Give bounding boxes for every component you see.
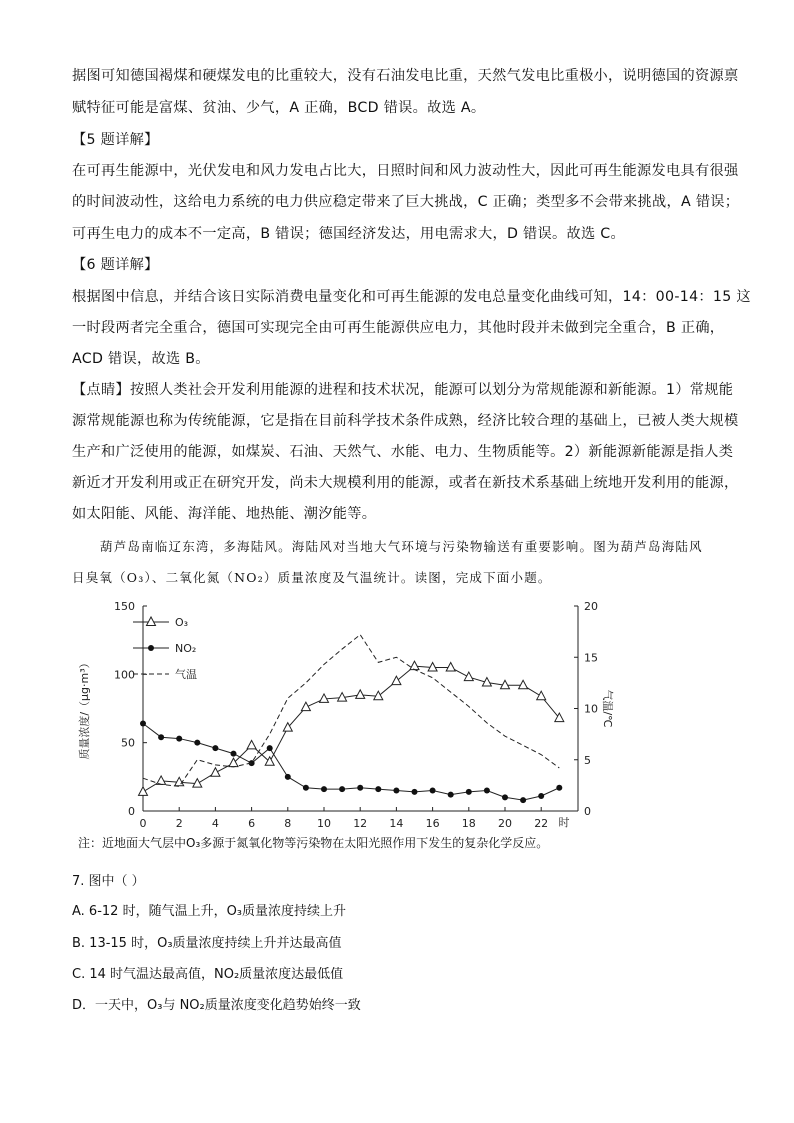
- tip-line1: 【点睛】按照人类社会开发利用能源的进程和技术状况，能源可以划分为常规能源和新能源。1）常规能: [72, 382, 734, 398]
- intro-line2: 日臭氧（O₃）、二氧化氮（NO₂）质量浓度及气温统计。读图，完成下面小题。: [72, 570, 552, 585]
- no2-point: [140, 721, 146, 727]
- series-line-0: [143, 666, 559, 792]
- no2-point: [448, 792, 454, 798]
- o3-point: [519, 680, 528, 689]
- x-tick-label: 10: [317, 817, 331, 830]
- option-d[interactable]: D．一天中，O₃与 NO₂质量浓度变化趋势始终一致: [72, 998, 361, 1013]
- legend-label: 气温: [175, 668, 197, 681]
- no2-point: [321, 786, 327, 792]
- no2-point: [194, 740, 200, 746]
- x-tick-label: 12: [353, 817, 368, 830]
- y-tick-label: 150: [114, 600, 135, 613]
- y2-tick-label: 5: [584, 753, 591, 767]
- no2-point: [430, 788, 436, 794]
- para-5-line2: 的时间波动性，这给电力系统的电力供应稳定带来了巨大挑战，C 正确；类型多不会带来挑战，A 错误；: [72, 194, 740, 210]
- o3-point: [464, 672, 473, 681]
- no2-point: [502, 794, 508, 800]
- x-tick-label: 20: [498, 817, 512, 830]
- y2-tick-label: 10: [584, 702, 598, 716]
- x-tick-label: 2: [175, 817, 183, 830]
- chart-note: 注：近地面大气层中O₃多源于氮氧化物等污染物在太阳光照作用下发生的复杂化学反应。: [78, 836, 549, 850]
- no2-point: [231, 751, 237, 757]
- o3-point: [320, 694, 329, 703]
- heading-q5: 【5 题详解】: [72, 132, 159, 148]
- o3-point: [410, 661, 419, 670]
- no2-point: [267, 745, 273, 751]
- no2-point: [158, 734, 164, 740]
- no2-point: [412, 789, 418, 795]
- no2-point: [466, 789, 472, 795]
- o3-point: [247, 740, 256, 749]
- o3-point: [193, 779, 202, 788]
- x-tick-label: 22: [534, 817, 549, 830]
- series-line-1: [143, 724, 559, 801]
- o3-point: [265, 757, 274, 766]
- no2-point: [538, 793, 544, 799]
- option-c[interactable]: C. 14 时气温达最高值，NO₂质量浓度达最低值: [72, 967, 344, 982]
- no2-point: [484, 788, 490, 794]
- para-6-line1: 根据图中信息，并结合该日实际消费电量变化和可再生能源的发电总量变化曲线可知，14：00-14：15 这: [72, 289, 751, 305]
- y2-tick-label: 15: [584, 651, 598, 665]
- para-6-line3: ACD 错误，故选 B。: [72, 351, 210, 367]
- series-line-2: [143, 635, 559, 787]
- legend-label: O₃: [175, 616, 189, 629]
- no2-point: [212, 745, 218, 751]
- heading-q6: 【6 题详解】: [72, 257, 159, 273]
- para-4-line1: 据图可知德国褐煤和硬煤发电的比重较大，没有石油发电比重，天然气发电比重极小，说明德国的资源禀: [72, 68, 739, 84]
- o3-point: [428, 663, 437, 672]
- x-tick-label: 4: [211, 817, 219, 830]
- no2-point: [375, 786, 381, 792]
- y-tick-label: 0: [128, 805, 135, 818]
- para-5-line3: 可再生电力的成本不一定高，B 错误；德国经济发达，用电需求大，D 错误。故选 C。: [72, 226, 625, 242]
- no2-point: [303, 785, 309, 791]
- o3-point: [537, 691, 546, 700]
- x-tick-label: 14: [389, 817, 404, 830]
- no2-point: [357, 785, 363, 791]
- y-tick-label: 100: [114, 668, 135, 682]
- y2-tick-label: 20: [584, 600, 598, 613]
- o3-point: [301, 702, 310, 711]
- option-a[interactable]: A. 6-12 时，随气温上升，O₃质量浓度持续上升: [72, 904, 347, 919]
- no2-point: [339, 786, 345, 792]
- o3-point: [157, 776, 166, 785]
- x-tick-label: 0: [139, 817, 147, 830]
- intro-line1: 葫芦岛南临辽东湾，多海陆风。海陆风对当地大气环境与污染物输送有重要影响。图为葫芦岛海陆风: [100, 539, 703, 554]
- tip-line4: 新近才开发利用或正在研究开发，尚未大规模利用的能源，或者在新技术系基础上统地开发利用的能源，: [72, 475, 739, 491]
- y-axis-label: 质量浓度/（μg·m³）: [78, 657, 91, 760]
- o3-point: [211, 768, 220, 777]
- y-tick-label: 50: [121, 736, 135, 750]
- question-stem: 7. 图中（ ）: [72, 874, 145, 889]
- para-6-line2: 一时段两者完全重合，德国可实现完全由可再生能源供应电力，其他时段并未做到完全重合，B 正确，: [72, 320, 725, 336]
- no2-point: [285, 774, 291, 780]
- x-axis-label: 时: [558, 816, 570, 829]
- no2-point: [393, 788, 399, 794]
- tip-line3: 生产和广泛使用的能源，如煤炭、石油、天然气、水能、电力、生物质能等。2）新能源新能源是指人类: [72, 444, 734, 460]
- x-tick-label: 6: [248, 817, 256, 830]
- x-tick-label: 16: [425, 817, 440, 830]
- x-tick-label: 8: [284, 817, 292, 830]
- tip-line5: 如太阳能、风能、海洋能、地热能、潮汐能等。: [72, 506, 377, 522]
- para-4-line2: 赋特征可能是富煤、贫油、少气，A 正确，BCD 错误。故选 A。: [72, 100, 486, 116]
- o3-point: [392, 676, 401, 685]
- legend-marker-triangle: [147, 617, 156, 626]
- x-tick-label: 18: [461, 817, 476, 830]
- o3-point: [374, 691, 383, 700]
- legend-label: NO₂: [175, 642, 197, 655]
- o3-point: [446, 663, 455, 672]
- no2-point: [176, 736, 182, 742]
- legend-marker-circle: [148, 645, 154, 651]
- para-5-line1: 在可再生能源中，光伏发电和风力发电占比大，日照时间和风力波动性大，因此可再生能源发电具有很强: [72, 163, 739, 179]
- y2-axis-label: 气温/℃: [601, 689, 614, 728]
- no2-point: [556, 785, 562, 791]
- tip-line2: 源常规能源也称为传统能源，它是指在目前科学技术条件成熟，经济比较合理的基础上，已被人类大规模: [72, 413, 739, 429]
- o3-point: [356, 690, 365, 699]
- o3-point: [139, 787, 148, 796]
- option-b[interactable]: B. 13-15 时，O₃质量浓度持续上升并达最高值: [72, 936, 342, 951]
- no2-point: [520, 797, 526, 803]
- y2-tick-label: 0: [584, 805, 591, 818]
